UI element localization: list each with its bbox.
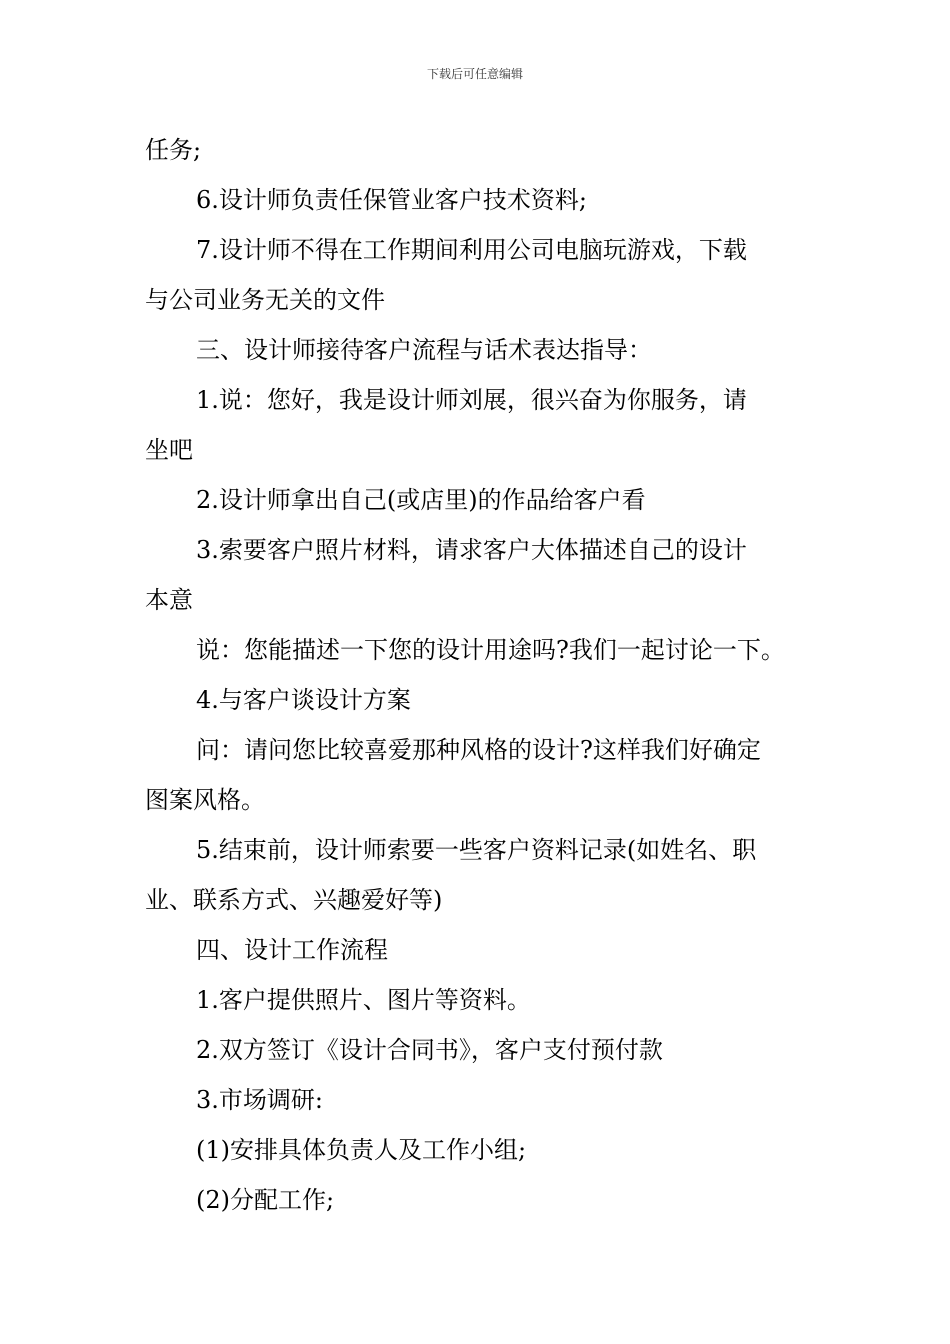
paragraph-line: 6.设计师负责任保管业客户技术资料; bbox=[196, 186, 587, 214]
paragraph-line: 图案风格。 bbox=[145, 786, 265, 814]
paragraph-line: 说：您能描述一下您的设计用途吗?我们一起讨论一下。 bbox=[196, 636, 785, 664]
paragraph-line: 任务; bbox=[145, 136, 202, 164]
section-heading: 四、设计工作流程 bbox=[196, 936, 388, 964]
paragraph-line: 2.设计师拿出自己(或店里)的作品给客户看 bbox=[196, 486, 646, 514]
paragraph-line: (2)分配工作; bbox=[196, 1186, 335, 1214]
paragraph-line: 2.双方签订《设计合同书》，客户支付预付款 bbox=[196, 1036, 663, 1064]
document-body bbox=[145, 125, 807, 1225]
page-header: 下载后可任意编辑 bbox=[426, 67, 523, 81]
section-heading: 三、设计师接待客户流程与话术表达指导： bbox=[196, 336, 652, 364]
paragraph-line: 3.市场调研: bbox=[196, 1086, 323, 1114]
paragraph-line: 业、联系方式、兴趣爱好等) bbox=[145, 886, 443, 914]
paragraph-line: 坐吧 bbox=[145, 436, 193, 464]
paragraph-line: 1.说：您好，我是设计师刘展，很兴奋为你服务，请 bbox=[196, 386, 747, 414]
paragraph-line: 5.结束前，设计师索要一些客户资料记录(如姓名、职 bbox=[196, 836, 757, 864]
paragraph-line: 3.索要客户照片材料，请求客户大体描述自己的设计 bbox=[196, 536, 747, 564]
paragraph-line: 与公司业务无关的文件 bbox=[145, 286, 385, 314]
paragraph-line: 7.设计师不得在工作期间利用公司电脑玩游戏，下载 bbox=[196, 236, 747, 264]
paragraph-line: (1)安排具体负责人及工作小组; bbox=[196, 1136, 527, 1164]
paragraph-line: 问：请问您比较喜爱那种风格的设计?这样我们好确定 bbox=[196, 736, 761, 764]
paragraph-line: 4.与客户谈设计方案 bbox=[196, 686, 411, 714]
paragraph-line: 1.客户提供照片、图片等资料。 bbox=[196, 986, 531, 1014]
paragraph-line: 本意 bbox=[145, 586, 193, 614]
